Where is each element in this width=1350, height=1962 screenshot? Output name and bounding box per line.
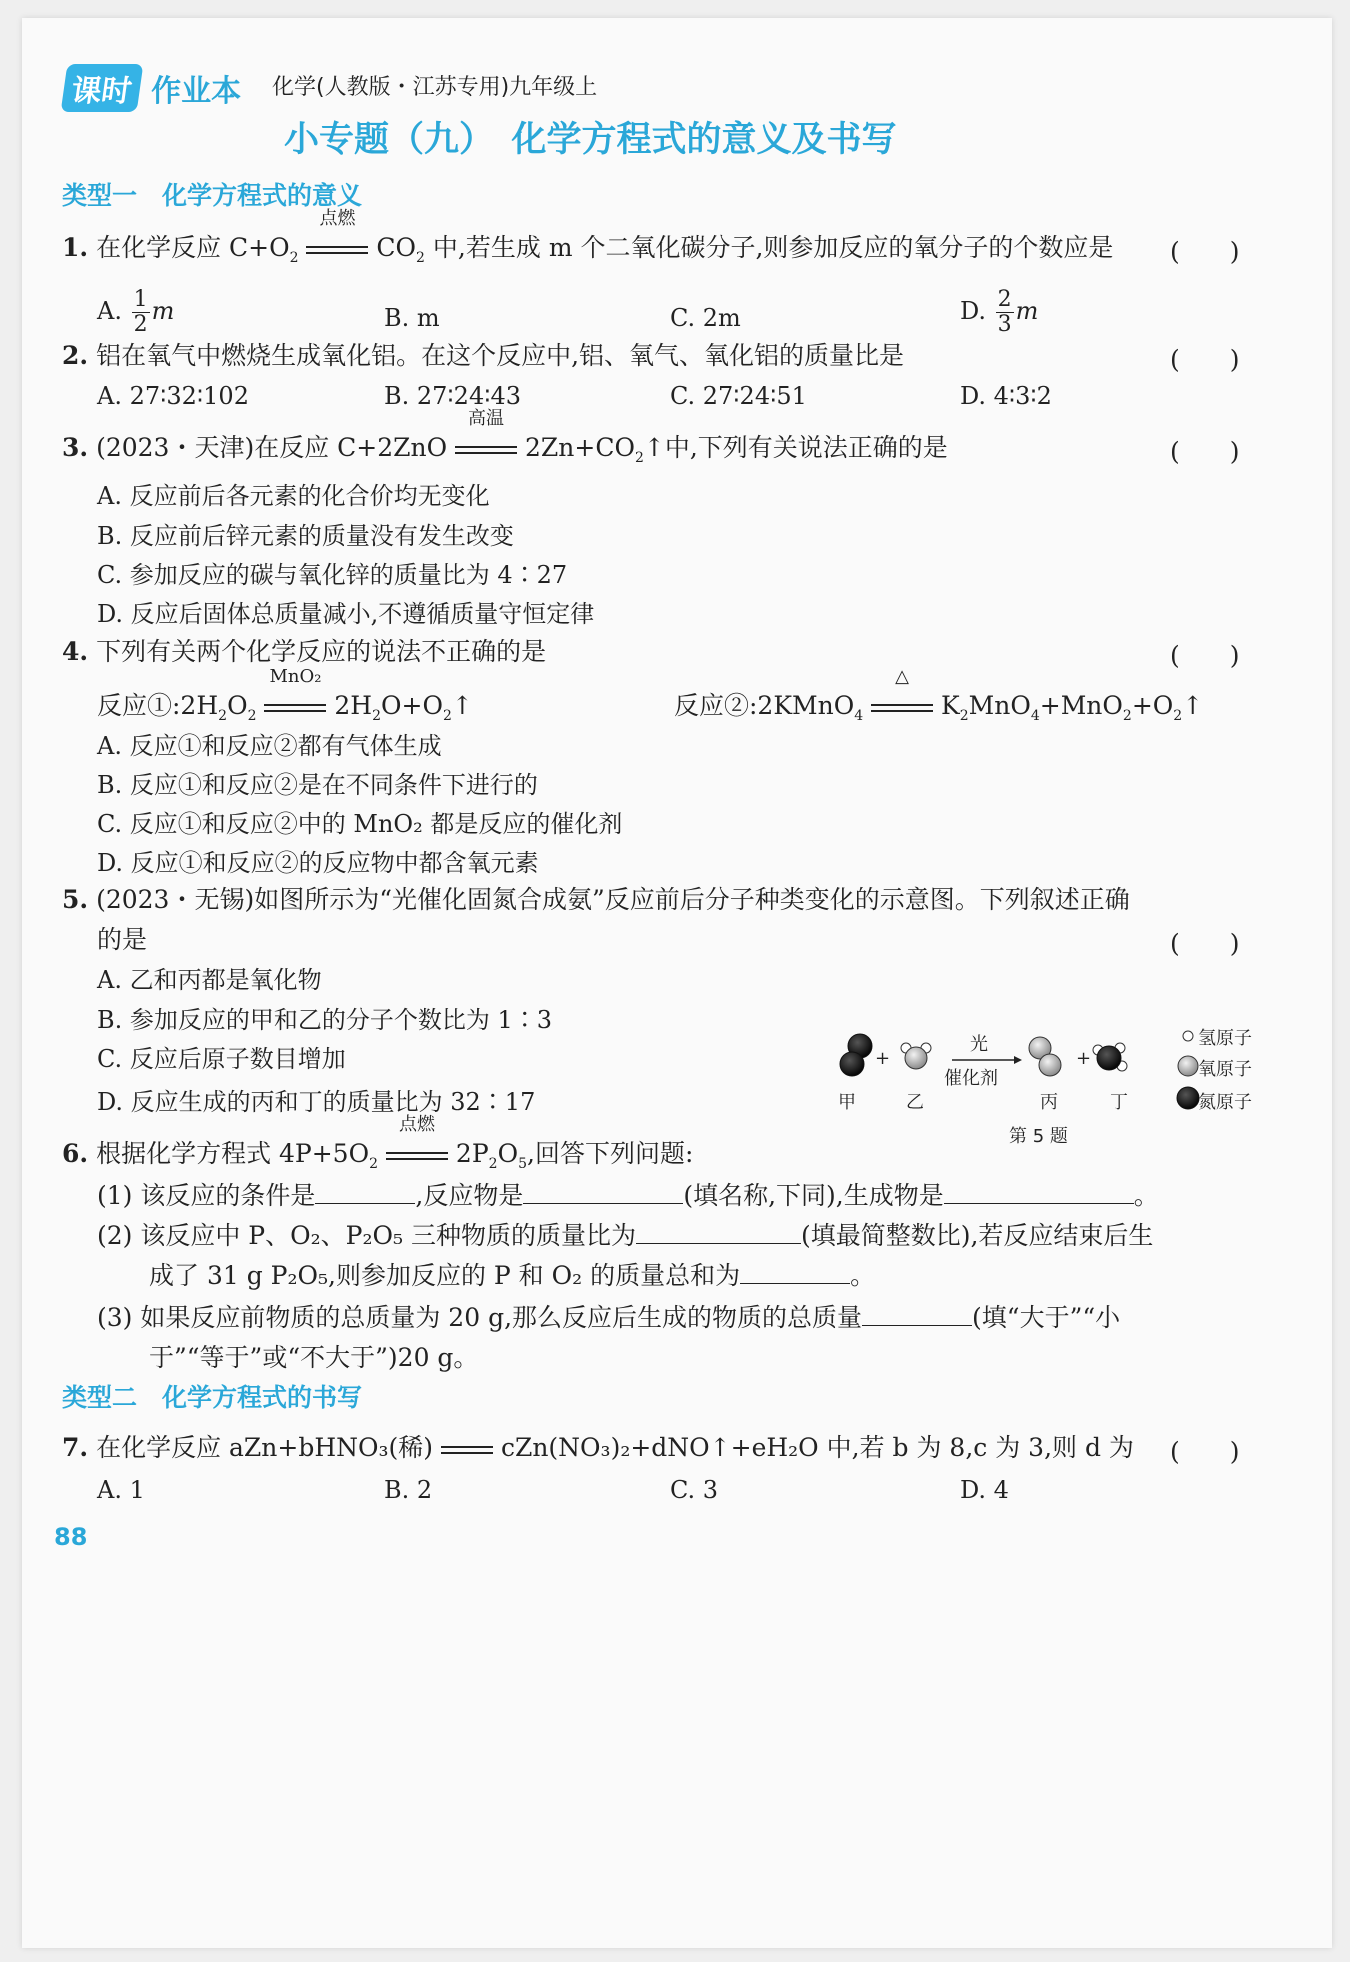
option-a[interactable]: A. $\frac{1}{2}$ m bbox=[97, 287, 175, 337]
equation-right: CO bbox=[376, 233, 417, 262]
answer-bracket[interactable]: ( ) bbox=[1170, 641, 1240, 670]
page-title: 小专题（九） 化学方程式的意义及书写 bbox=[284, 120, 897, 160]
question-number: 7. bbox=[62, 1433, 89, 1462]
answer-bracket[interactable]: ( ) bbox=[1170, 1437, 1240, 1466]
question-text: ↑中,下列有关说法正确的是 bbox=[643, 433, 948, 462]
question-number: 4. bbox=[62, 637, 89, 666]
question-number: 6. bbox=[62, 1139, 89, 1168]
legend-oxygen-icon bbox=[1178, 1056, 1198, 1076]
answer-blank[interactable] bbox=[740, 1261, 850, 1284]
option-d[interactable]: D. 4 bbox=[960, 1476, 1009, 1504]
option-a[interactable]: A. 反应①和反应②都有气体生成 bbox=[97, 732, 442, 760]
question-number: 5. bbox=[62, 885, 89, 914]
option-b[interactable]: B. 反应①和反应②是在不同条件下进行的 bbox=[97, 771, 538, 799]
option-d[interactable]: D. 反应生成的丙和丁的质量比为 32∶17 bbox=[97, 1088, 536, 1116]
equation-right: 2Zn+CO bbox=[525, 433, 635, 462]
reaction-condition: 点燃 bbox=[386, 1138, 448, 1170]
legend-nitrogen: 氮原子 bbox=[1198, 1092, 1252, 1113]
option-b[interactable]: B. 27∶24∶43 bbox=[384, 382, 522, 410]
section-heading-2: 类型二 化学方程式的书写 bbox=[62, 1383, 363, 1412]
option-c[interactable]: C. 反应后原子数目增加 bbox=[97, 1045, 346, 1073]
question-5-line2: 的是 bbox=[97, 925, 148, 954]
reaction-1: 反应$①:2H_2O_2$ MnO₂ $2H_2O+O_2↑$ bbox=[97, 666, 473, 724]
option-d[interactable]: D. 4∶3∶2 bbox=[960, 382, 1052, 410]
reaction-condition: △ bbox=[871, 690, 933, 722]
question-number: 3. bbox=[62, 433, 89, 462]
fraction: $\frac{1}{2}$ bbox=[133, 287, 148, 337]
subquestion-2-cont: 成了 31 g P₂O₅,则参加反应的 P 和 O₂ 的质量总和为 。 bbox=[149, 1261, 876, 1290]
question-1: 1. 在化学反应 $C+O_2$ 点燃 $CO_2$ 中,若生成 m 个二氧化碳分子,则参加反应的氧分子的个数应是 bbox=[62, 208, 1114, 266]
question-text: (2023・无锡)如图所示为“光催化固氮合成氨”反应前后分子种类变化的示意图。下列叙述正确 bbox=[96, 885, 1130, 914]
equation-left: 在化学反应 aZn+bHNO₃(稀) bbox=[96, 1433, 434, 1462]
answer-blank[interactable] bbox=[315, 1181, 415, 1204]
subquestion-3-cont: 于”“等于”或“不大于”)20 g。 bbox=[149, 1343, 479, 1372]
answer-bracket[interactable]: ( ) bbox=[1170, 237, 1240, 266]
legend-hydrogen-icon bbox=[1183, 1031, 1193, 1041]
page-number: 88 bbox=[54, 1523, 88, 1551]
label-bing: 丙 bbox=[1040, 1092, 1058, 1113]
answer-bracket[interactable]: ( ) bbox=[1170, 345, 1240, 374]
question-6: 6. 根据化学方程式 $4P+5O_2$ 点燃 $2P_2O_5$,回答下列问题: bbox=[62, 1114, 694, 1172]
legend-hydrogen: 氢原子 bbox=[1198, 1028, 1252, 1049]
plus-sign: + bbox=[1076, 1048, 1092, 1069]
option-c[interactable]: C. 2m bbox=[670, 304, 741, 332]
option-a[interactable]: A. 反应前后各元素的化合价均无变化 bbox=[97, 482, 490, 510]
reaction-2: 反应②:2KMnO$_4$ △ $K_2MnO_4+MnO_2+O_2↑$ bbox=[674, 666, 1204, 724]
equation-left: (2023・天津)在反应 C+2ZnO bbox=[96, 433, 448, 462]
molecule-ding bbox=[1093, 1043, 1127, 1071]
question-2 bbox=[62, 340, 904, 372]
option-b[interactable]: B. 参加反应的甲和乙的分子个数比为 1∶3 bbox=[97, 1006, 553, 1034]
option-d[interactable]: D. 反应①和反应②的反应物中都含氧元素 bbox=[97, 849, 539, 877]
legend-oxygen: 氧原子 bbox=[1198, 1059, 1252, 1080]
label-yi: 乙 bbox=[906, 1092, 924, 1113]
question-text: 中,若生成 m 个二氧化碳分子,则参加反应的氧分子的个数应是 bbox=[432, 233, 1114, 262]
answer-blank[interactable] bbox=[523, 1181, 683, 1204]
reaction-condition: 点燃 bbox=[306, 232, 368, 264]
figure-caption: 第 5 题 bbox=[1009, 1126, 1068, 1147]
question-text: 铝在氧气中燃烧生成氧化铝。在这个反应中,铝、氧气、氧化铝的质量比是 bbox=[96, 341, 905, 370]
answer-blank[interactable] bbox=[862, 1303, 972, 1326]
option-d[interactable]: D. $\frac{2}{3}$ m bbox=[960, 287, 1039, 337]
legend-nitrogen-icon bbox=[1177, 1087, 1199, 1109]
option-c[interactable]: C. 反应①和反应②中的 MnO₂ 都是反应的催化剂 bbox=[97, 810, 623, 838]
equation-left: 根据化学方程式 4P+5O bbox=[96, 1139, 370, 1168]
subquestion-1: (1) 该反应的条件是 ,反应物是 (填名称,下同),生成物是 。 bbox=[97, 1181, 1159, 1210]
question-5 bbox=[62, 884, 1130, 916]
section-heading-1: 类型一 化学方程式的意义 bbox=[62, 181, 363, 210]
option-b[interactable]: B. m bbox=[384, 304, 440, 332]
subquestion-2: (2) 该反应中 P、O₂、P₂O₅ 三种物质的质量比为 (填最简整数比),若反应结束后生 bbox=[97, 1221, 1154, 1250]
arrow-label-top: 光 bbox=[970, 1034, 988, 1055]
answer-blank[interactable] bbox=[944, 1181, 1134, 1204]
molecule-bing bbox=[1029, 1037, 1061, 1076]
question-text: cZn(NO₃)₂+dNO↑+eH₂O 中,若 b 为 8,c 为 3,则 d 为 bbox=[500, 1433, 1134, 1462]
molecule-jia bbox=[840, 1034, 872, 1076]
fraction: $\frac{2}{3}$ bbox=[997, 287, 1012, 337]
option-a[interactable]: A. 乙和丙都是氧化物 bbox=[97, 966, 322, 994]
question-3: 3. (2023・天津)在反应 C+2ZnO 高温 $2Zn+CO_2↑$中,下列有关说法正确的是 bbox=[62, 408, 948, 466]
question-text: ,回答下列问题: bbox=[527, 1139, 694, 1168]
option-b[interactable]: B. 2 bbox=[384, 1476, 433, 1504]
question-4 bbox=[62, 636, 546, 668]
header-subject: 化学(人教版・江苏专用)九年级上 bbox=[272, 75, 598, 100]
header-logo bbox=[64, 64, 241, 112]
page bbox=[22, 18, 1332, 1948]
molecule-yi bbox=[901, 1043, 931, 1069]
logo-badge: 课时 bbox=[61, 64, 144, 112]
option-d[interactable]: D. 反应后固体总质量减小,不遵循质量守恒定律 bbox=[97, 600, 595, 628]
option-a[interactable]: A. 1 bbox=[97, 1476, 145, 1504]
reaction-equal-sign bbox=[441, 1432, 493, 1464]
option-b[interactable]: B. 反应前后锌元素的质量没有发生改变 bbox=[97, 522, 514, 550]
option-c[interactable]: C. 参加反应的碳与氧化锌的质量比为 4∶27 bbox=[97, 561, 568, 589]
equation-right: 2P bbox=[455, 1139, 489, 1168]
option-c[interactable]: C. 3 bbox=[670, 1476, 719, 1504]
answer-bracket[interactable]: ( ) bbox=[1170, 437, 1240, 466]
label-ding: 丁 bbox=[1110, 1092, 1128, 1113]
label-jia: 甲 bbox=[838, 1092, 856, 1113]
question-7 bbox=[62, 1432, 1134, 1464]
option-a[interactable]: A. 27∶32∶102 bbox=[97, 382, 249, 410]
reaction-condition: MnO₂ bbox=[264, 690, 326, 722]
question-number: 1. bbox=[62, 233, 89, 262]
question-text: 下列有关两个化学反应的说法不正确的是 bbox=[96, 637, 547, 666]
arrow-label-bottom: 催化剂 bbox=[944, 1068, 998, 1089]
subquestion-3: (3) 如果反应前物质的总质量为 20 g,那么反应后生成的物质的总质量 (填“大于”“小 bbox=[97, 1303, 1121, 1332]
answer-blank[interactable] bbox=[636, 1221, 801, 1244]
answer-bracket[interactable]: ( ) bbox=[1170, 929, 1240, 958]
reaction-condition: 高温 bbox=[455, 432, 517, 464]
equation-left: 在化学反应 C+O bbox=[96, 233, 290, 262]
question-number: 2. bbox=[62, 341, 89, 370]
reaction-arrow bbox=[952, 1056, 1022, 1064]
option-c[interactable]: C. 27∶24∶51 bbox=[670, 382, 807, 410]
book-title: 作业本 bbox=[151, 74, 242, 109]
plus-sign: + bbox=[875, 1048, 891, 1069]
